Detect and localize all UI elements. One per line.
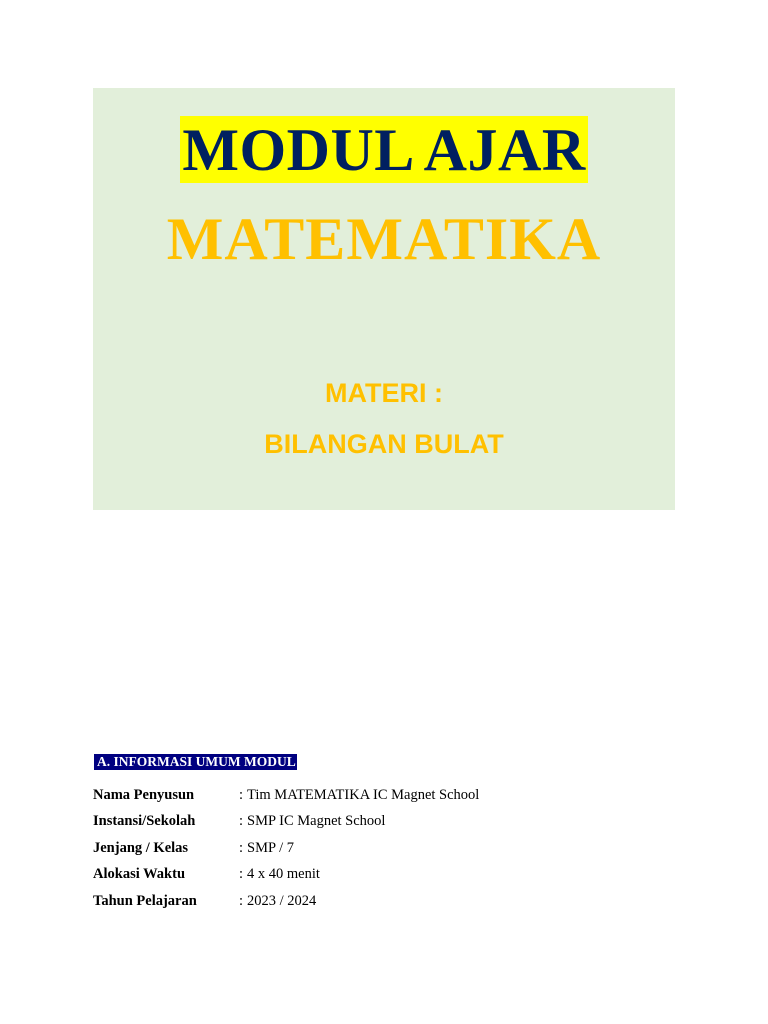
info-value: 4 x 40 menit: [247, 866, 320, 883]
title-wrap: [93, 116, 675, 183]
info-row-jenjang-kelas: [93, 835, 479, 862]
info-label: Tahun Pelajaran: [93, 892, 197, 909]
info-value: Tim MATEMATIKA IC Magnet School: [247, 786, 480, 803]
info-label: Instansi/Sekolah: [93, 813, 196, 830]
info-colon: :: [239, 786, 244, 803]
info-label: Alokasi Waktu: [93, 866, 186, 883]
info-colon: :: [239, 839, 244, 856]
info-value: 2023 / 2024: [247, 892, 317, 909]
info-colon: :: [239, 866, 244, 883]
materi-value: BILANGAN BULAT: [264, 429, 504, 459]
info-row-alokasi-waktu: [93, 862, 479, 889]
info-row-tahun-pelajaran: [93, 888, 479, 915]
info-colon: :: [239, 892, 244, 909]
subject-title: MATEMATIKA: [166, 206, 602, 272]
info-table: [93, 782, 479, 915]
section-heading-informasi-umum: A. INFORMASI UMUM MODUL: [94, 754, 297, 770]
info-label: Nama Penyusun: [93, 786, 195, 803]
info-row-instansi-sekolah: [93, 809, 479, 836]
info-value: SMP / 7: [247, 839, 295, 856]
info-row-nama-penyusun: [93, 782, 479, 809]
info-label: Jenjang / Kelas: [93, 839, 189, 856]
module-title: MODUL AJAR: [182, 117, 586, 183]
cover-box: [93, 88, 675, 510]
info-colon: :: [239, 813, 244, 830]
info-value: SMP IC Magnet School: [247, 813, 386, 830]
materi-label: MATERI :: [325, 378, 443, 408]
